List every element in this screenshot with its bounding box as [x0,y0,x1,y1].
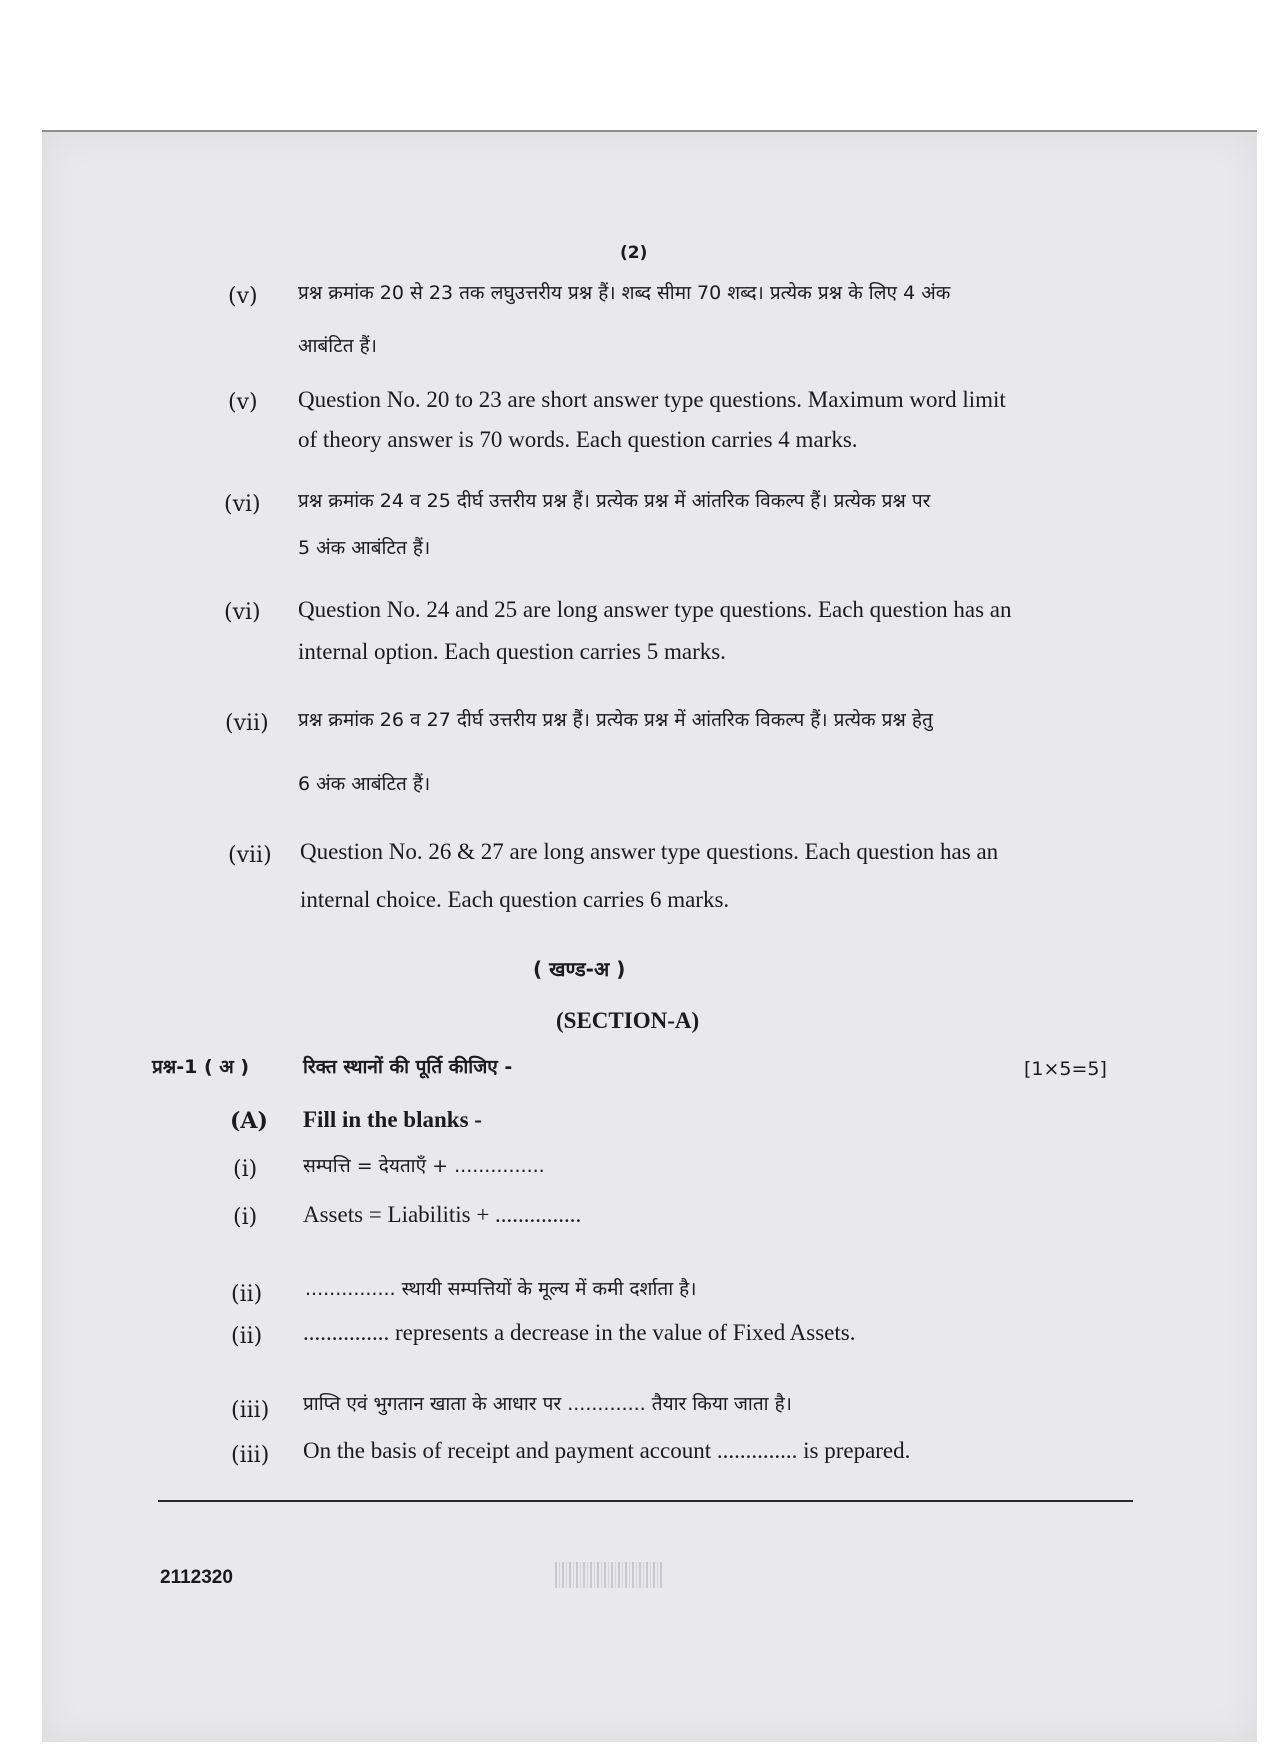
instruction-number: (v) [228,390,258,415]
item-english: ............... represents a decrease in the value of Fixed Assets. [303,1320,856,1345]
marks-allocation: [1×5=5] [1024,1058,1107,1080]
section-heading-english: (SECTION-A) [556,1008,700,1033]
question-title-english: Fill in the blanks - [303,1107,482,1132]
instruction-english-line: Question No. 24 and 25 are long answer type questions. Each question has an [298,597,1012,622]
item-number: (i) [233,1157,258,1182]
instruction-english-line: internal option. Each question carries 5 marks. [298,639,726,664]
item-number: (iii) [231,1398,270,1423]
page-number: (2) [620,243,648,263]
instruction-hindi-line: आबंटित हैं। [298,335,377,357]
item-number: (iii) [231,1443,270,1468]
instruction-number: (vii) [228,843,272,868]
question-title-hindi: रिक्त स्थानों की पूर्ति कीजिए - [303,1056,513,1078]
instruction-hindi-line: प्रश्न क्रमांक 26 व 27 दीर्घ उत्तरीय प्रश्न हैं। प्रत्येक प्रश्न में आंतरिक विकल्प हैं। प्रत्येक प्रश्न हेतु [298,709,933,731]
item-hindi: ............... स्थायी सम्पत्तियों के मूल्य में कमी दर्शाता है। [305,1278,697,1300]
item-number: (ii) [231,1282,263,1307]
item-english: On the basis of receipt and payment account .............. is prepared. [303,1438,911,1463]
instruction-english-line: internal choice. Each question carries 6 marks. [300,887,730,912]
barcode-mark [555,1562,663,1588]
instruction-hindi-line: 6 अंक आबंटित हैं। [298,773,431,795]
instruction-number: (v) [228,284,258,309]
instruction-english-line: of theory answer is 70 words. Each question carries 4 marks. [298,427,858,452]
instruction-hindi-line: प्रश्न क्रमांक 20 से 23 तक लघुउत्तरीय प्रश्न हैं। शब्द सीमा 70 शब्द। प्रत्येक प्रश्न के लिए 4 अंक [298,282,951,304]
instruction-number: (vi) [224,492,261,517]
footer-divider [158,1500,1133,1502]
item-hindi: प्राप्ति एवं भुगतान खाता के आधार पर ............. तैयार किया जाता है। [303,1393,792,1415]
section-heading-hindi: ( खण्ड-अ ) [533,957,626,981]
part-label: (A) [230,1108,268,1134]
item-number: (ii) [231,1324,263,1349]
instruction-hindi-line: 5 अंक आबंटित हैं। [298,537,431,559]
instruction-number: (vii) [225,711,269,736]
instruction-english-line: Question No. 26 & 27 are long answer type questions. Each question has an [300,839,999,864]
instruction-number: (vi) [224,600,261,625]
item-english: Assets = Liabilitis + ............... [303,1202,582,1227]
instruction-hindi-line: प्रश्न क्रमांक 24 व 25 दीर्घ उत्तरीय प्रश्न हैं। प्रत्येक प्रश्न में आंतरिक विकल्प हैं। प्रत्येक प्रश्न पर [298,490,931,512]
paper-code: 2112320 [160,1567,233,1588]
item-hindi: सम्पत्ति = देयताएँ + ............... [303,1155,545,1177]
item-number: (i) [233,1205,258,1230]
instruction-english-line: Question No. 20 to 23 are short answer type questions. Maximum word limit [298,387,1006,412]
question-label: प्रश्न-1 ( अ ) [152,1056,250,1078]
